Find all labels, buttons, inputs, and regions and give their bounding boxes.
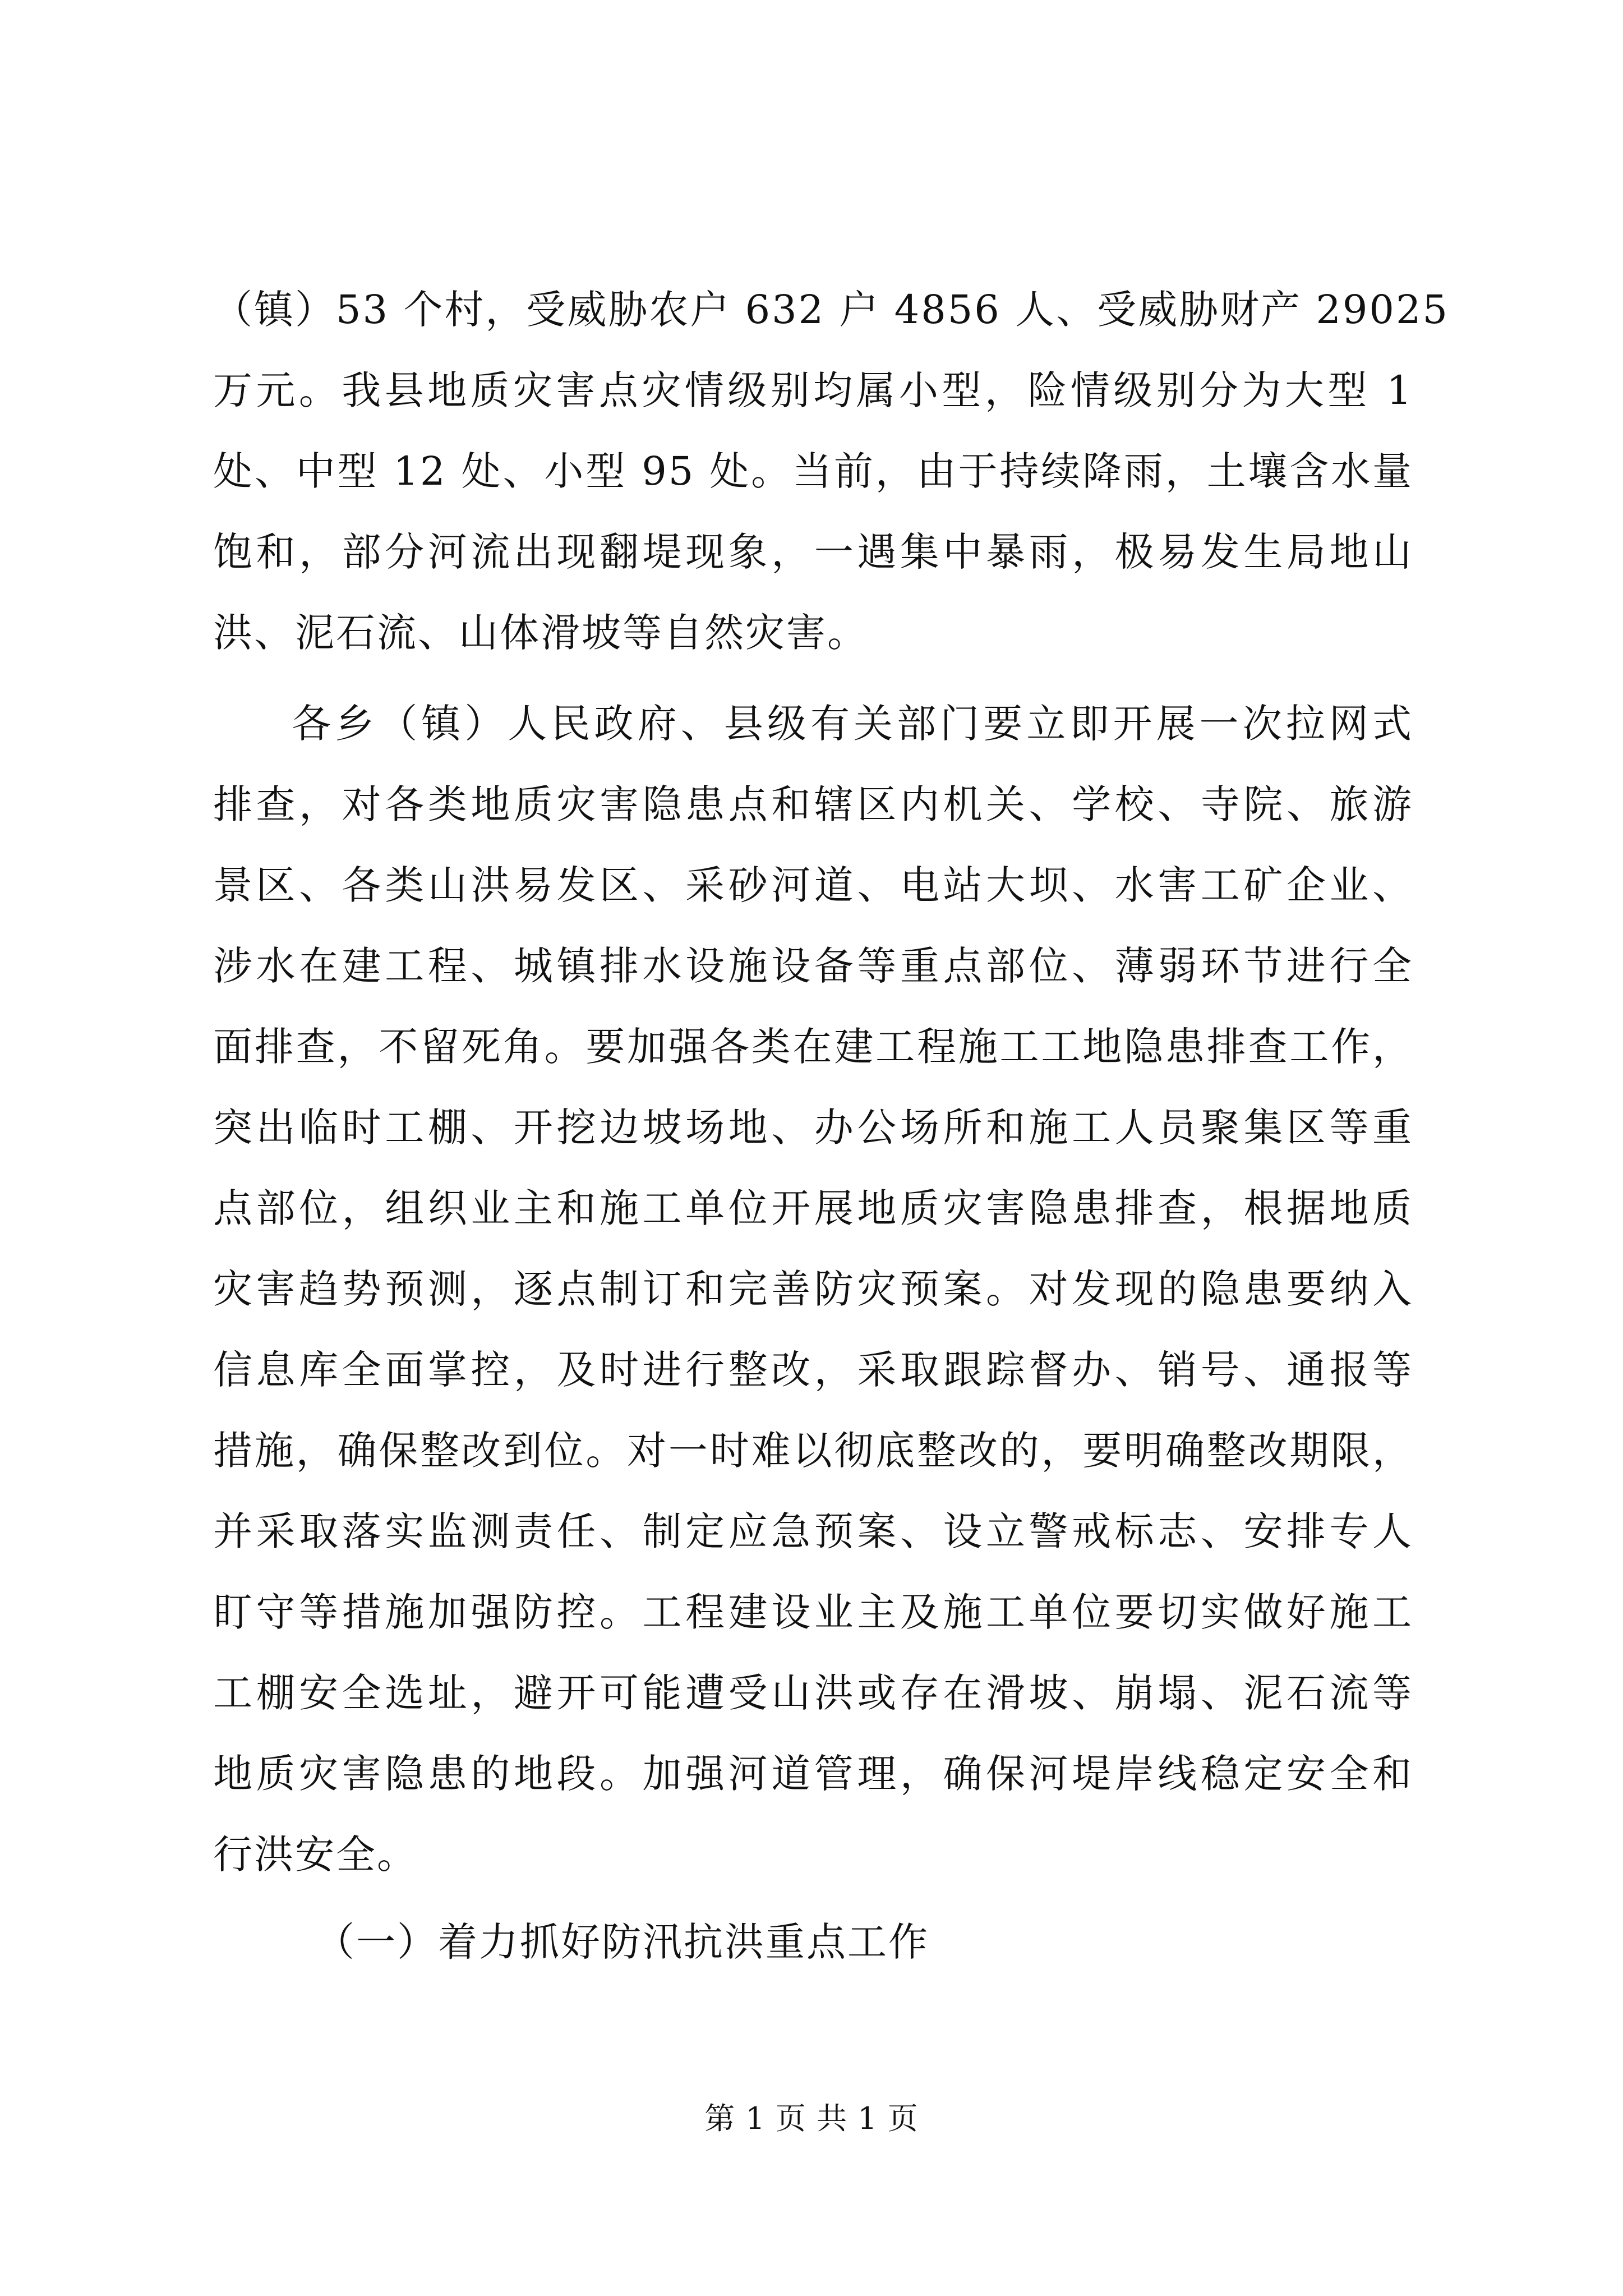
document-body (213, 269, 1450, 1982)
paragraph-line: （镇）53 个村，受威胁农户 632 户 4856 人、受威胁财产 29025 (213, 287, 1450, 333)
paragraph-line: 信息库全面掌控，及时进行整改，采取跟踪督办、销号、通报等 (213, 1347, 1413, 1393)
paragraph-line: 并采取落实监测责任、制定应急预案、设立警戒标志、安排专人 (213, 1508, 1413, 1554)
paragraph-line: 洪、泥石流、山体滑坡等自然灾害。 (213, 610, 868, 656)
paragraph-line: 突出临时工棚、开挖边坡场地、办公场所和施工人员聚集区等重 (213, 1105, 1413, 1151)
paragraph-line: 饱和，部分河流出现翻堤现象，一遇集中暴雨，极易发生局地山 (213, 529, 1413, 575)
paragraph-line: 地质灾害隐患的地段。加强河道管理，确保河堤岸线稳定安全和 (213, 1751, 1413, 1797)
paragraph-line: 涉水在建工程、城镇排水设施设备等重点部位、薄弱环节进行全 (213, 943, 1413, 989)
paragraph-line: 行洪安全。 (213, 1832, 418, 1878)
paragraph-line: 盯守等措施加强防控。工程建设业主及施工单位要切实做好施工 (213, 1589, 1413, 1635)
paragraph-line: 面排查，不留死角。要加强各类在建工程施工工地隐患排查工作， (213, 1024, 1413, 1070)
paragraph-line: 景区、各类山洪易发区、采砂河道、电站大坝、水害工矿企业、 (213, 862, 1413, 908)
paragraph-line: 工棚安全选址，避开可能遭受山洪或存在滑坡、崩塌、泥石流等 (213, 1670, 1413, 1716)
paragraph-line: 点部位，组织业主和施工单位开展地质灾害隐患排查，根据地质 (213, 1185, 1413, 1231)
page-footer: 第 1 页 共 1 页 (704, 2101, 919, 2136)
paragraph-line: 措施，确保整改到位。对一时难以彻底整改的，要明确整改期限， (213, 1428, 1413, 1474)
paragraph-line: 各乡（镇）人民政府、县级有关部门要立即开展一次拉网式 (292, 701, 1413, 747)
paragraph-line: 排查，对各类地质灾害隐患点和辖区内机关、学校、寺院、旅游 (213, 781, 1413, 827)
paragraph-line: 万元。我县地质灾害点灾情级别均属小型，险情级别分为大型 1 (213, 367, 1413, 413)
paragraph-line: 灾害趋势预测，逐点制订和完善防灾预案。对发现的隐患要纳入 (213, 1266, 1413, 1312)
paragraph-line: 处、中型 12 处、小型 95 处。当前，由于持续降雨，土壤含水量 (213, 448, 1413, 494)
section-heading: （一）着力抓好防汛抗洪重点工作 (315, 1919, 929, 1965)
